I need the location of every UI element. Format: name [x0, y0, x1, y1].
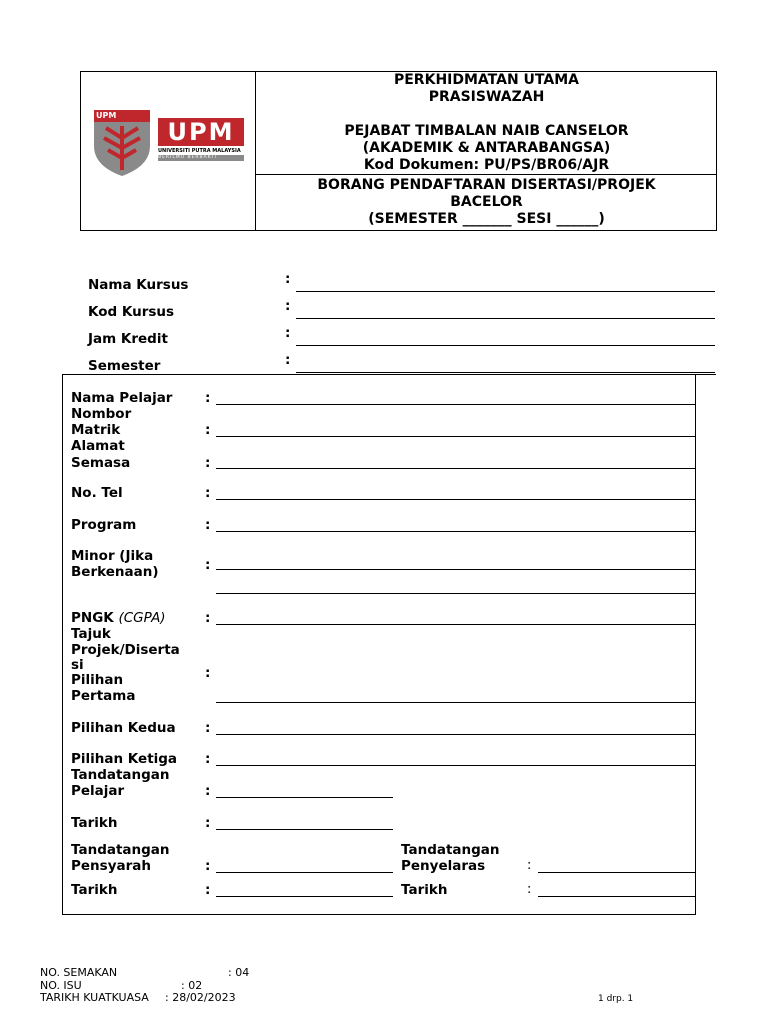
colon: :: [205, 882, 211, 898]
student-name-field[interactable]: [216, 404, 695, 405]
effective-date-label: TARIKH KUATKUASA: [40, 991, 149, 1004]
form-title-semester: (SEMESTER _______ SESI ______): [368, 211, 605, 227]
cgpa-note: (CGPA): [118, 610, 166, 626]
colon: :: [205, 815, 211, 831]
lecturer-signature-field[interactable]: [216, 872, 393, 873]
coordinator-date-field[interactable]: [538, 896, 695, 897]
second-choice-field[interactable]: [216, 734, 695, 735]
colon: :: [205, 665, 211, 681]
colon: :: [205, 517, 211, 533]
title-label: Tajuk: [71, 626, 111, 642]
effective-date-value: : 28/02/2023: [165, 991, 236, 1004]
form-title: BACELOR: [450, 194, 523, 210]
credit-hours-field[interactable]: [296, 345, 715, 346]
matric-field[interactable]: [216, 436, 695, 437]
minor-field-extra[interactable]: [216, 593, 695, 594]
logo-badge-text: UPM: [96, 111, 117, 120]
title-label: Pertama: [71, 688, 136, 704]
colon: :: [205, 858, 211, 874]
box-top-border: [62, 374, 716, 375]
header-line: (AKADEMIK & ANTARABANGSA): [362, 140, 611, 156]
form-title: BORANG PENDAFTARAN DISERTASI/PROJEK: [317, 177, 656, 193]
minor-label: Minor (Jika: [71, 548, 154, 564]
header-line: PERKHIDMATAN UTAMA: [393, 72, 579, 88]
colon: :: [205, 783, 211, 799]
cgpa-label: [71, 610, 166, 626]
lecturer-signature-label: Tandatangan: [71, 842, 170, 858]
lecturer-date-label: Tarikh: [71, 882, 118, 898]
minor-label: Berkenaan): [71, 564, 159, 580]
title-label: Pilihan: [71, 672, 124, 688]
revision-label: NO. SEMAKAN: [40, 966, 118, 979]
student-signature-field[interactable]: [216, 797, 393, 798]
second-choice-label: Pilihan Kedua: [71, 720, 176, 736]
colon: :: [205, 751, 211, 767]
cgpa-label-text: PNGK: [71, 610, 114, 626]
third-choice-field[interactable]: [216, 765, 695, 766]
colon: :: [205, 422, 211, 438]
coordinator-signature-label: Tandatangan: [401, 842, 500, 858]
colon: :: [205, 557, 211, 573]
colon: :: [527, 882, 532, 897]
third-choice-label: Pilihan Ketiga: [71, 751, 178, 767]
course-name-label: Nama Kursus: [88, 277, 189, 293]
coordinator-signature-field[interactable]: [538, 872, 695, 873]
semester-field[interactable]: [296, 372, 715, 373]
program-label: Program: [71, 517, 137, 533]
course-code-label: Kod Kursus: [88, 304, 175, 320]
cgpa-field[interactable]: [216, 624, 695, 625]
issue-value: : 02: [181, 979, 203, 992]
date-label: Tarikh: [71, 815, 118, 831]
semester-label: Semester: [88, 358, 161, 374]
minor-field[interactable]: [216, 569, 695, 570]
revision-value: : 04: [228, 966, 250, 979]
address-label: Alamat: [71, 438, 125, 454]
header-divider: [255, 174, 717, 175]
colon: :: [205, 610, 211, 626]
matric-label: Nombor: [71, 406, 132, 422]
colon: :: [285, 325, 291, 341]
upm-logo: [92, 108, 252, 178]
header-line: PEJABAT TIMBALAN NAIB CANSELOR: [344, 123, 629, 139]
coordinator-signature-label: Penyelaras: [401, 858, 486, 874]
colon: :: [205, 720, 211, 736]
logo-motto: BERILMU BERBAKTI: [158, 155, 244, 161]
matric-label: Matrik: [71, 422, 121, 438]
title-label: si: [71, 657, 84, 673]
colon: :: [285, 352, 291, 368]
colon: :: [205, 485, 211, 501]
program-field[interactable]: [216, 531, 695, 532]
colon: :: [205, 455, 211, 471]
lecturer-signature-label: Pensyarah: [71, 858, 151, 874]
coordinator-date-label: Tarikh: [401, 882, 448, 898]
course-name-field[interactable]: [296, 291, 715, 292]
issue-label: NO. ISU: [40, 979, 82, 992]
course-code-field[interactable]: [296, 318, 715, 319]
credit-hours-label: Jam Kredit: [88, 331, 168, 347]
student-signature-label: Pelajar: [71, 783, 125, 799]
lecturer-date-field[interactable]: [216, 896, 393, 897]
colon: :: [285, 298, 291, 314]
title-label: Projek/Diserta: [71, 642, 180, 658]
colon: :: [527, 858, 532, 873]
colon: :: [205, 390, 211, 406]
colon: :: [285, 271, 291, 287]
page-number: 1 drp. 1: [598, 994, 634, 1004]
logo-university-name: UNIVERSITI PUTRA MALAYSIA: [158, 148, 241, 154]
address-label: Semasa: [71, 455, 131, 471]
student-signature-label: Tandatangan: [71, 767, 170, 783]
phone-label: No. Tel: [71, 485, 123, 501]
phone-field[interactable]: [216, 499, 695, 500]
student-name-label: Nama Pelajar: [71, 390, 173, 406]
header-line: PRASISWAZAH: [428, 89, 545, 105]
document-code: Kod Dokumen: PU/PS/BR06/AJR: [363, 157, 610, 173]
student-date-field[interactable]: [216, 829, 393, 830]
address-field[interactable]: [216, 468, 695, 469]
first-choice-field[interactable]: [216, 702, 695, 703]
logo-wordmark: UPM: [158, 118, 244, 146]
